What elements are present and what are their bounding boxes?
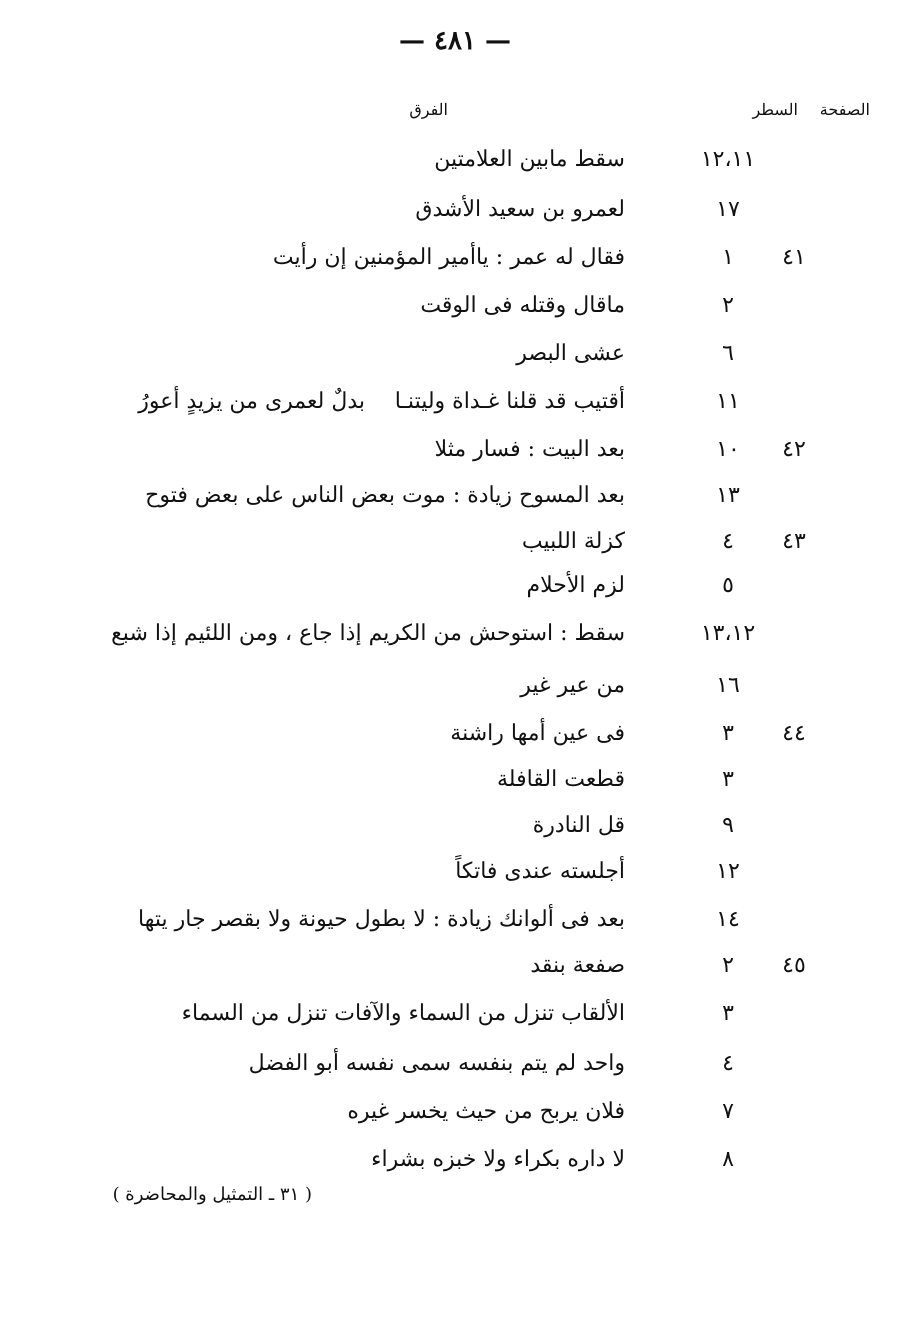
- line-cell: ٤: [722, 529, 734, 554]
- page-cell: ٤٣: [782, 529, 806, 554]
- line-cell: ١٠: [716, 437, 740, 462]
- errata-row: [0, 476, 910, 516]
- errata-row: [0, 286, 910, 326]
- correction-text: بعد المسوح زيادة : موت بعض الناس على بعض فتوح: [145, 483, 625, 508]
- errata-row: [0, 190, 910, 230]
- line-cell: ١٧: [716, 197, 740, 222]
- errata-row: [0, 1140, 910, 1180]
- correction-text: فى عين أمها راشنة: [450, 721, 625, 746]
- page-cell: ٤٤: [782, 721, 806, 746]
- errata-row: [0, 522, 910, 562]
- correction-text: فقال له عمر : ياأمير المؤمنين إن رأيت: [272, 245, 625, 270]
- correction-text: أجلسته عندى فاتكاً: [455, 859, 625, 884]
- line-cell: ٩: [722, 813, 734, 838]
- column-header-line: السطر: [752, 100, 798, 119]
- line-cell: ١١: [716, 389, 740, 414]
- correction-text: صفعة بنقد: [530, 953, 625, 978]
- correction-text: فلان يربح من حيث يخسر غيره: [347, 1099, 625, 1124]
- page-cell: ٤٥: [782, 953, 806, 978]
- errata-row: [0, 382, 910, 422]
- errata-row: [0, 614, 910, 654]
- line-cell: ١٦: [716, 673, 740, 698]
- correction-text: لزم الأحلام: [526, 573, 625, 598]
- line-cell: ٣: [722, 721, 734, 746]
- errata-row: [0, 566, 910, 606]
- correction-text: كزلة اللبيب: [521, 529, 625, 554]
- errata-row: [0, 994, 910, 1034]
- column-header-difference: الفرق: [409, 100, 448, 119]
- line-cell: ٢: [722, 293, 734, 318]
- page-number: — ٤٨١ —: [398, 26, 512, 56]
- correction-text: عشى البصر: [516, 341, 625, 366]
- line-cell: ٦: [722, 341, 734, 366]
- errata-row: [0, 714, 910, 754]
- line-cell: ١٣: [716, 483, 740, 508]
- errata-row: [0, 140, 910, 180]
- errata-row: [0, 946, 910, 986]
- correction-text-second-hemistich: بدلٌ لعمرى من يزيدٍ أعورُ: [138, 389, 365, 414]
- errata-row: [0, 430, 910, 470]
- correction-text: ماقال وقتله فى الوقت: [420, 293, 625, 318]
- line-cell: ١٢،١١: [700, 147, 756, 172]
- correction-text: واحد لم يتم بنفسه سمى نفسه أبو الفضل: [248, 1051, 625, 1076]
- correction-text: سقط : استوحش من الكريم إذا جاع ، ومن اللئيم إذا شبع: [111, 621, 625, 646]
- page-cell: ٤١: [782, 245, 806, 270]
- errata-row: [0, 1092, 910, 1132]
- correction-text: قطعت القافلة: [496, 767, 625, 792]
- errata-row: [0, 334, 910, 374]
- errata-row: [0, 900, 910, 940]
- line-cell: ١٢: [716, 859, 740, 884]
- correction-text: بعد البيت : فسار مثلا: [434, 437, 625, 462]
- correction-text: قل النادرة: [532, 813, 625, 838]
- line-cell: ٢: [722, 953, 734, 978]
- correction-text: الألقاب تنزل من السماء والآفات تنزل من السماء: [181, 1001, 625, 1026]
- line-cell: ١: [722, 245, 734, 270]
- line-cell: ٥: [722, 573, 734, 598]
- errata-row: [0, 806, 910, 846]
- line-cell: ١٣،١٢: [700, 621, 756, 646]
- footer-signature: ( ٣١ ـ التمثيل والمحاضرة ): [112, 1184, 312, 1205]
- line-cell: ٧: [722, 1099, 734, 1124]
- line-cell: ٣: [722, 767, 734, 792]
- correction-text: سقط مابين العلامتين: [434, 147, 625, 172]
- errata-row: [0, 238, 910, 278]
- errata-row: [0, 1044, 910, 1084]
- correction-text: أقتيب قد قلنا غـداة وليتنـا: [394, 389, 625, 414]
- page-cell: ٤٢: [782, 437, 806, 462]
- correction-text: لا داره بكراء ولا خبزه بشراء: [371, 1147, 625, 1172]
- line-cell: ١٤: [716, 907, 740, 932]
- line-cell: ٣: [722, 1001, 734, 1026]
- errata-row: [0, 666, 910, 706]
- column-header-page: الصفحة: [819, 100, 870, 119]
- line-cell: ٤: [722, 1051, 734, 1076]
- correction-text: بعد فى ألوانك زيادة : لا بطول حيونة ولا بقصر جار يتها: [138, 907, 625, 932]
- correction-text: لعمرو بن سعيد الأشدق: [415, 197, 625, 222]
- correction-text: من عير غير: [520, 673, 625, 698]
- errata-row: [0, 852, 910, 892]
- line-cell: ٨: [722, 1147, 734, 1172]
- errata-row: [0, 760, 910, 800]
